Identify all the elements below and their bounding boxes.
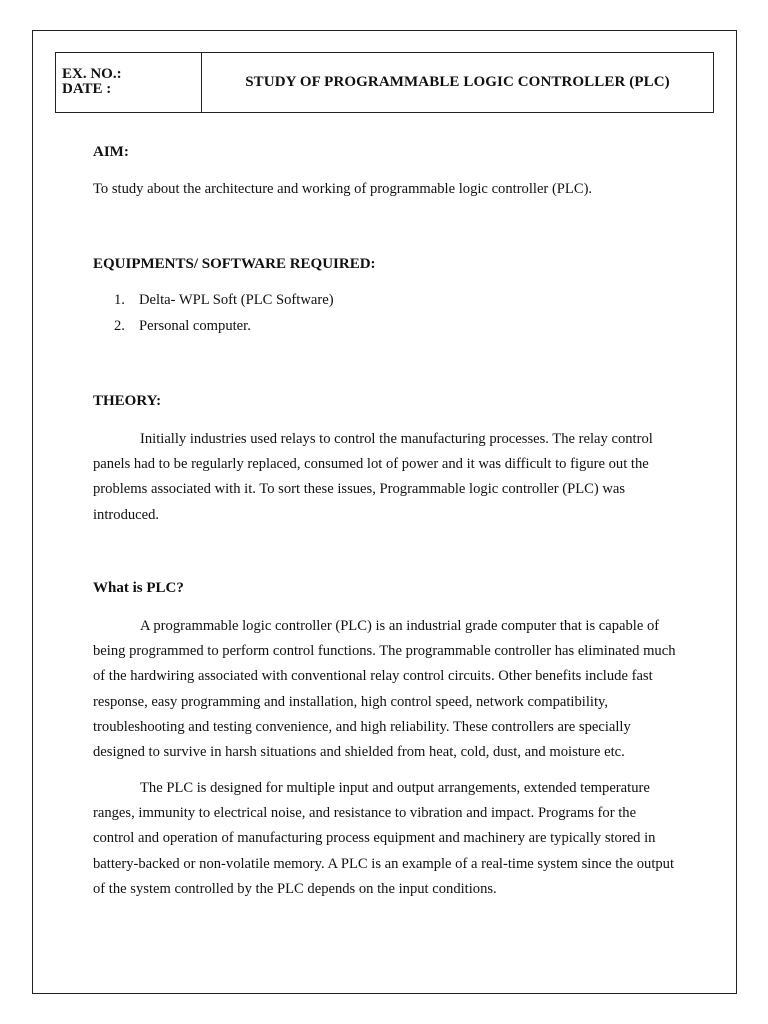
- equipment-item-2: [114, 317, 251, 335]
- list-number: 1.: [114, 292, 125, 308]
- paragraph-line: response, easy programming and installation, high control speed, network compatibility,: [93, 693, 608, 710]
- paragraph-line: designed to survive in harsh situations and shielded from heat, cold, dust, and moisture etc.: [93, 743, 625, 760]
- what-is-plc-paragraph-2: [93, 779, 713, 905]
- what-is-plc-heading: What is PLC?: [93, 580, 184, 596]
- paragraph-line: control and operation of manufacturing process equipment and machinery are typically stored in: [93, 830, 656, 847]
- equipment-item-1: [114, 291, 334, 309]
- header-meta-cell: [56, 53, 202, 112]
- paragraph-line: Initially industries used relays to control the manufacturing processes. The relay control: [140, 431, 653, 447]
- paragraph-line: of the hardwiring associated with conventional relay control circuits. Other benefits include fast: [93, 668, 653, 685]
- aim-text: To study about the architecture and working of programmable logic controller (PLC).: [93, 181, 593, 197]
- paragraph-line: introduced.: [93, 506, 160, 523]
- document-title: STUDY OF PROGRAMMABLE LOGIC CONTROLLER (PLC): [245, 74, 670, 90]
- paragraph-line: A programmable logic controller (PLC) is an industrial grade computer that is capable of: [140, 618, 660, 634]
- theory-paragraph: [93, 430, 713, 531]
- list-text: Delta- WPL Soft (PLC Software): [139, 292, 334, 308]
- header-table: [55, 52, 714, 113]
- paragraph-line: of the system controlled by the PLC depends on the input conditions.: [93, 880, 497, 897]
- date-label: DATE :: [62, 81, 112, 97]
- paragraph-line: problems associated with it. To sort these issues, Programmable logic controller (PLC) was: [93, 481, 626, 498]
- equipments-heading: EQUIPMENTS/ SOFTWARE REQUIRED:: [93, 256, 376, 272]
- ex-no-label: EX. NO.:: [62, 66, 122, 82]
- aim-heading: AIM:: [93, 144, 129, 160]
- list-text: Personal computer.: [139, 318, 251, 334]
- paragraph-line: troubleshooting and testing convenience, and high reliability. These controllers are specially: [93, 718, 631, 735]
- paragraph-line: panels had to be regularly replaced, consumed lot of power and it was difficult to figure out the: [93, 456, 649, 473]
- list-number: 2.: [114, 318, 125, 334]
- paragraph-line: being programmed to perform control functions. The programmable controller has eliminated much: [93, 643, 676, 660]
- paragraph-line: The PLC is designed for multiple input and output arrangements, extended temperature: [140, 780, 650, 796]
- theory-heading: THEORY:: [93, 393, 162, 409]
- paragraph-line: battery-backed or non-volatile memory. A PLC is an example of a real-time system since the output: [93, 855, 675, 872]
- paragraph-line: ranges, immunity to electrical noise, and resistance to vibration and impact. Programs for the: [93, 805, 637, 822]
- what-is-plc-paragraph-1: [93, 617, 713, 768]
